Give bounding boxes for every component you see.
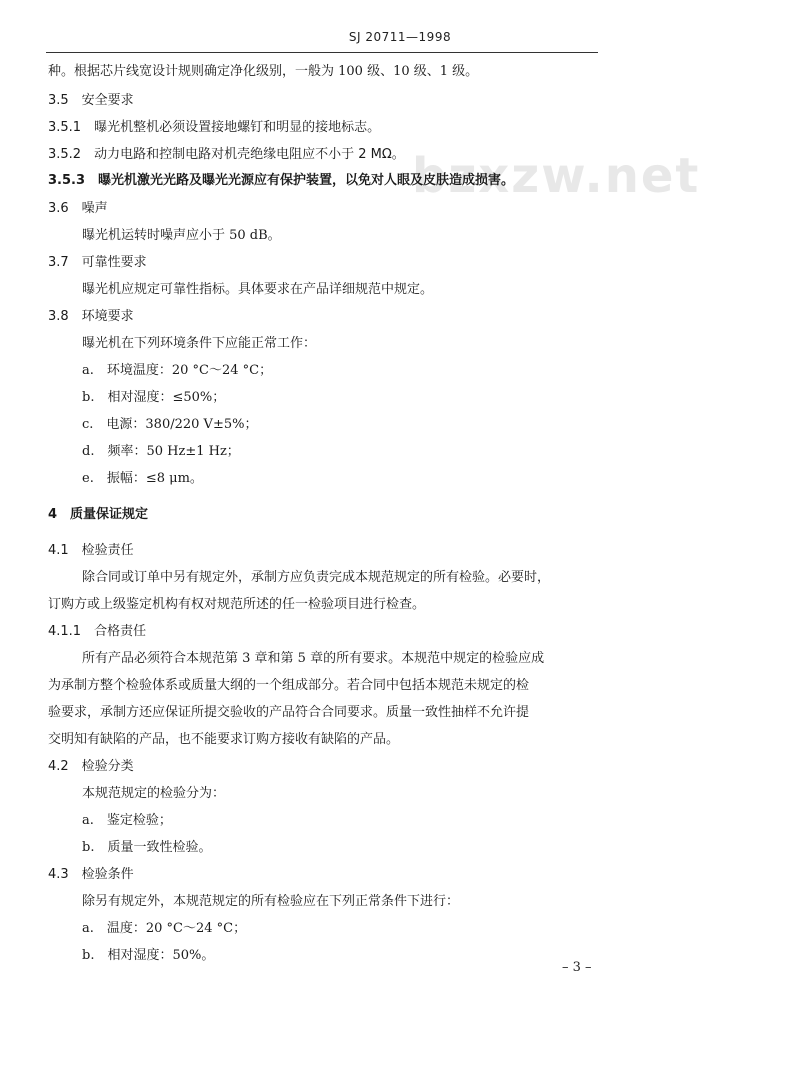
section-heading-4-1-1: 4.1.1 合格责任 (48, 624, 147, 639)
list-item: b. 相对湿度：≤50%； (82, 390, 226, 405)
body-line: 曝光机在下列环境条件下应能正常工作： (82, 336, 317, 351)
body-line: 除合同或订单中另有规定外，承制方应负责完成本规范规定的所有检验。必要时， (82, 570, 551, 585)
section-heading-4-1: 4.1 检验责任 (48, 543, 134, 558)
body-line: 订购方或上级鉴定机构有权对规范所述的任一检验项目进行检查。 (48, 597, 426, 612)
section-heading-3-7: 3.7 可靠性要求 (48, 255, 147, 270)
list-item: e. 振幅：≤8 μm。 (82, 471, 203, 486)
watermark: bzxzw.net (412, 148, 701, 204)
list-item: b. 质量一致性检验。 (82, 840, 212, 855)
chapter-heading-4: 4 质量保证规定 (48, 507, 149, 522)
body-line: 曝光机运转时噪声应小于 50 dB。 (82, 228, 281, 243)
section-heading-4-2: 4.2 检验分类 (48, 759, 134, 774)
page-number: – 3 – (562, 960, 592, 975)
section-heading-4-3: 4.3 检验条件 (48, 867, 134, 882)
body-line: 验要求，承制方还应保证所提交验收的产品符合合同要求。质量一致性抽样不允许提 (48, 705, 530, 720)
section-heading-3-5: 3.5 安全要求 (48, 93, 134, 108)
body-line: 为承制方整个检验体系或质量大纲的一个组成部分。若合同中包括本规范未规定的检 (48, 678, 530, 693)
section-heading-3-6: 3.6 噪声 (48, 201, 108, 216)
clause-3-5-2: 3.5.2 动力电路和控制电路对机壳绝缘电阻应不小于 2 MΩ。 (48, 147, 405, 162)
clause-3-5-3: 3.5.3 曝光机激光光路及曝光光源应有保护装置，以免对人眼及皮肤造成损害。 (48, 173, 515, 188)
clause-3-5-1: 3.5.1 曝光机整机必须设置接地螺钉和明显的接地标志。 (48, 120, 381, 135)
body-line: 本规范规定的检验分为： (82, 786, 226, 801)
list-item: b. 相对湿度：50%。 (82, 948, 215, 963)
body-line: 所有产品必须符合本规范第 3 章和第 5 章的所有要求。本规范中规定的检验应成 (82, 651, 545, 666)
list-item: a. 环境温度：20 °C～24 °C； (82, 363, 273, 378)
body-line: 除另有规定外，本规范规定的所有检验应在下列正常条件下进行： (82, 894, 460, 909)
list-item: a. 温度：20 °C～24 °C； (82, 921, 247, 936)
list-item: d. 频率：50 Hz±1 Hz； (82, 444, 240, 459)
body-line: 种。根据芯片线宽设计规则确定净化级别，一般为 100 级、10 级、1 级。 (48, 64, 479, 79)
body-line: 交明知有缺陷的产品，也不能要求订购方接收有缺陷的产品。 (48, 732, 400, 747)
section-heading-3-8: 3.8 环境要求 (48, 309, 134, 324)
header-rule (46, 52, 598, 53)
list-item: c. 电源：380/220 V±5%； (82, 417, 258, 432)
list-item: a. 鉴定检验； (82, 813, 172, 828)
standard-number-header: SJ 20711—1998 (348, 30, 452, 44)
body-line: 曝光机应规定可靠性指标。具体要求在产品详细规范中规定。 (82, 282, 434, 297)
